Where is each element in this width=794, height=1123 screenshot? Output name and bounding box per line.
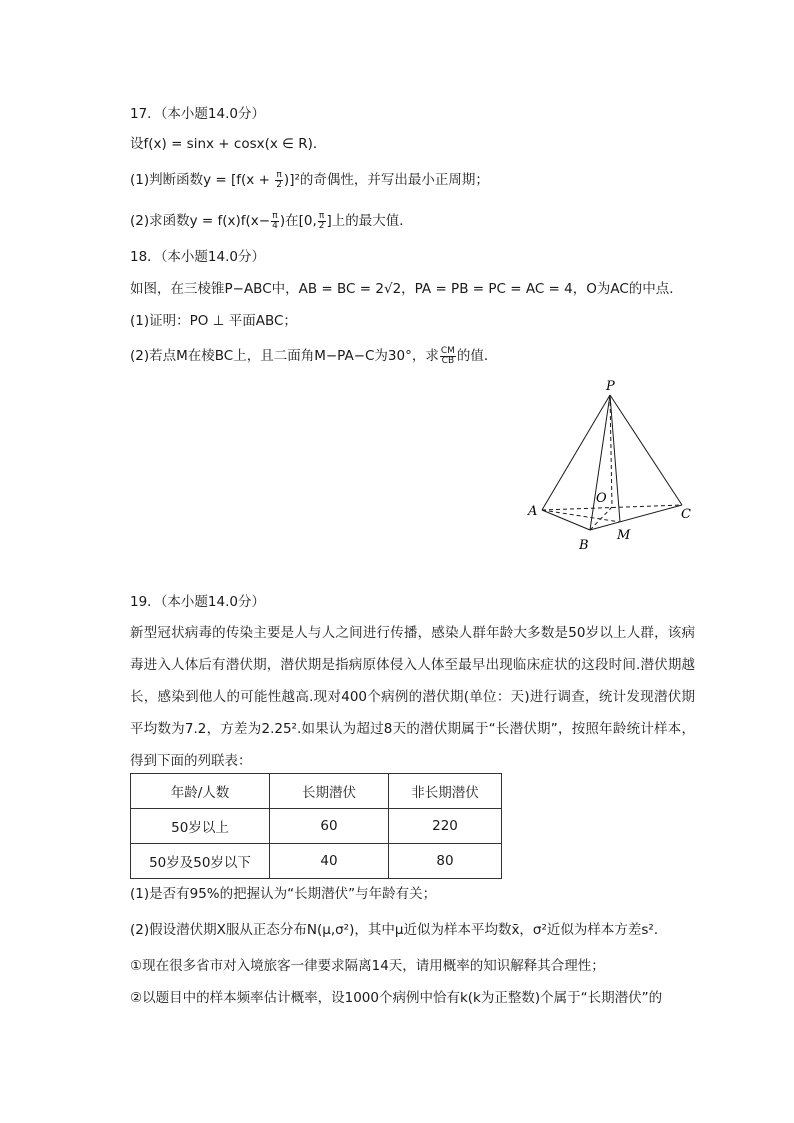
fraction-denominator: 4 bbox=[272, 220, 278, 231]
fraction-numerator: π bbox=[276, 169, 282, 180]
fraction-numerator: π bbox=[272, 210, 278, 221]
fraction-denominator: 2 bbox=[318, 220, 325, 231]
q17-heading: 17．（本小题14.0分） bbox=[130, 106, 265, 122]
q17-part2-text-b: )在[0, bbox=[279, 213, 317, 229]
fraction-numerator: CM bbox=[440, 345, 455, 356]
q18-part2-text-a: (2)若点M在棱BC上，且二面角M−PA−C为30°，求 bbox=[130, 348, 439, 364]
q19-heading: 19．（本小题14.0分） bbox=[130, 594, 265, 610]
q18-part2-text-b: 的值． bbox=[456, 348, 498, 364]
table-cell: 60 bbox=[270, 809, 389, 844]
q18-heading: 18．（本小题14.0分） bbox=[130, 249, 265, 265]
q17-intro: 设f(x) = sinx + cosx(x ∈ R)． bbox=[130, 136, 327, 152]
table-cell: 220 bbox=[389, 809, 502, 844]
q17-part2-text-a: (2)求函数y = f(x)f(x− bbox=[130, 213, 271, 229]
table-header-cell: 非长期潜伏 bbox=[389, 774, 502, 809]
table-header-row bbox=[131, 774, 502, 809]
table-header-cell: 长期潜伏 bbox=[270, 774, 389, 809]
q17-part2-text-c: ]上的最大值． bbox=[326, 213, 413, 229]
q18-part1: (1)证明：PO ⊥ 平面ABC； bbox=[130, 313, 297, 329]
label-B: B bbox=[579, 538, 589, 553]
fraction-denominator: CB bbox=[441, 355, 455, 366]
table-row bbox=[131, 844, 502, 879]
q17-part1-text-a: (1)判断函数y = [f(x + bbox=[130, 172, 275, 188]
q17-part1-text-b: )]²的奇偶性，并写出最小正周期； bbox=[283, 172, 489, 188]
table-cell: 40 bbox=[270, 844, 389, 879]
q17-part2-fraction-1 bbox=[271, 212, 279, 231]
q19-body: 新型冠状病毒的传染主要是人与人之间进行传播，感染人群年龄大多数是50岁以上人群，该病毒进入人体后有潜伏期，潜伏期是指病原体侵入人体至最早出现临床症状的这段时间.潜伏期越长，感染到他人的可能性越高.现对400个病例的潜伏期(单位：天)进行调查，统计发现潜伏期平均数为7.2，方差为2.25².如果认为超过8天的潜伏期属于“长潜伏期”，按照年龄统计样本，得到下面的列联表： bbox=[130, 625, 695, 769]
label-P: P bbox=[606, 379, 615, 394]
q17-part2-fraction-2 bbox=[318, 212, 326, 231]
q19-sub1: ①现在很多省市对入境旅客一律要求隔离14天，请用概率的知识解释其合理性； bbox=[130, 958, 605, 974]
table-cell: 50岁及50岁以下 bbox=[131, 844, 270, 879]
q18-part2-fraction bbox=[440, 347, 456, 366]
fraction-denominator: 2 bbox=[276, 179, 282, 190]
edge-PC bbox=[610, 395, 682, 505]
q17-part1-fraction bbox=[275, 171, 283, 190]
table-header-cell: 年龄/人数 bbox=[131, 774, 270, 809]
q18-part2 bbox=[130, 346, 497, 366]
pyramid-figure bbox=[520, 378, 700, 554]
label-C: C bbox=[681, 507, 691, 522]
fraction-numerator: π bbox=[318, 210, 325, 221]
segment-AM-hidden bbox=[542, 510, 620, 522]
label-O: O bbox=[596, 491, 607, 506]
label-A: A bbox=[528, 504, 538, 519]
label-M: M bbox=[617, 528, 631, 543]
q19-sub2: ②以题目中的样本频率估计概率，设1000个病例中恰有k(k为正整数)个属于“长期潜伏”的 bbox=[130, 990, 663, 1006]
edge-BC bbox=[590, 505, 682, 530]
table-cell: 80 bbox=[389, 844, 502, 879]
q19-part1: (1)是否有95%的把握认为“长期潜伏”与年龄有关； bbox=[130, 886, 437, 902]
q18-intro: 如图，在三棱锥P−ABC中，AB = BC = 2√2，PA = PB = PC = AC = 4，O为AC的中点． bbox=[130, 281, 683, 297]
table-row bbox=[131, 809, 502, 844]
q17-part2 bbox=[130, 211, 413, 231]
edge-PB bbox=[590, 395, 610, 530]
contingency-table bbox=[130, 773, 502, 879]
table-cell: 50岁以上 bbox=[131, 809, 270, 844]
q19-part2: (2)假设潜伏期X服从正态分布N(μ,σ²)，其中μ近似为样本平均数x̄，σ²近似为样本方差s²． bbox=[130, 922, 668, 938]
q17-part1 bbox=[130, 170, 489, 190]
edge-AB bbox=[542, 510, 590, 530]
